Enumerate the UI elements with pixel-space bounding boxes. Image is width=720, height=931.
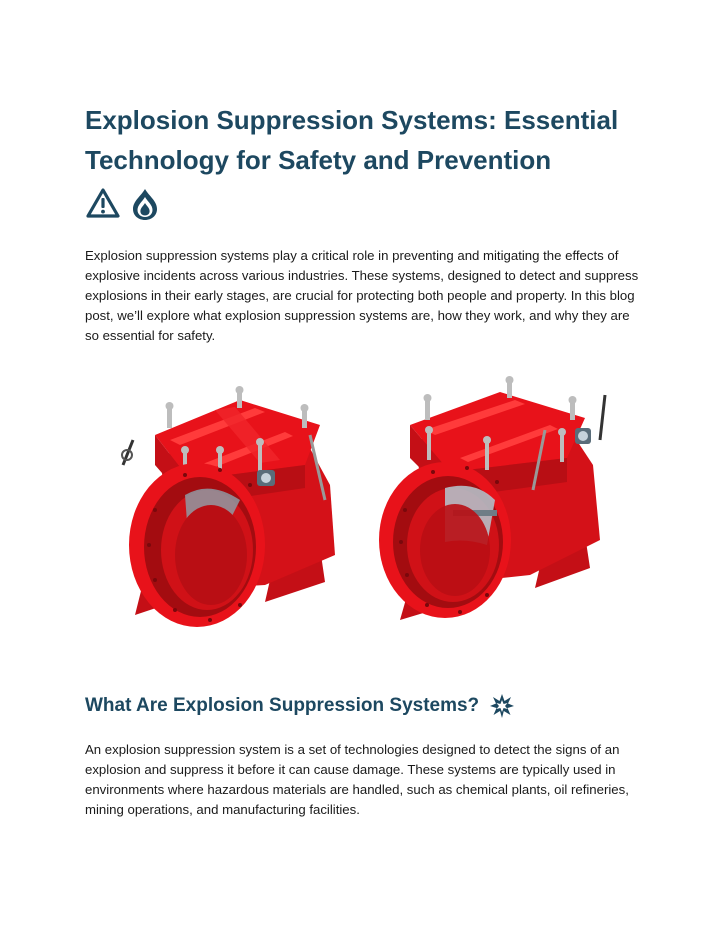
right-valve-unit [379, 376, 605, 620]
section-body-paragraph: An explosion suppression system is a set of technologies designed to detect the signs of an explosion and suppress it before it can cause damage. These systems are typically used in environments where hazardous materials are handled, such as chemical plants, oil refineries, mining operations, and manufacturing facilities. [85, 742, 629, 817]
left-valve-unit [122, 386, 335, 627]
warning-triangle-icon [86, 187, 120, 221]
title-icons [86, 187, 160, 221]
section-heading-text: What Are Explosion Suppression Systems? [85, 695, 480, 716]
page-title: Explosion Suppression Systems: Essential Technology for Safety and Prevention [85, 105, 619, 175]
explosion-isolation-valves-image [115, 370, 635, 635]
intro-paragraph: Explosion suppression systems play a critical role in preventing and mitigating the effects of explosive incidents across various industries. These systems, designed to detect and suppress explosions in their early stages, are crucial for protecting both people and property. In this blog post, we’ll explore what explosion suppression systems are, how they work, and why they are so essential for safety. [85, 248, 639, 343]
flame-drop-icon [130, 187, 160, 221]
section-heading [85, 692, 515, 720]
explosion-burst-icon [489, 693, 515, 719]
